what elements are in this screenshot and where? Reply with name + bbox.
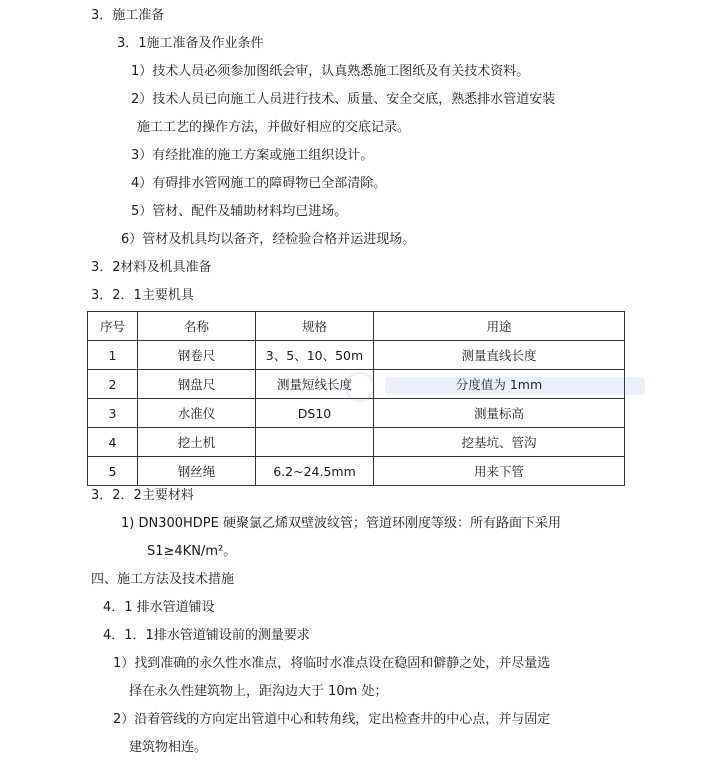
cell-index: 5 <box>88 457 138 486</box>
cell-index: 4 <box>88 428 138 457</box>
material-item-1: 1) DN300HDPE 硬聚氯乙烯双壁波纹管；管道环刚度等级：所有路面下采用 <box>121 516 561 531</box>
table-row <box>88 428 625 457</box>
cell-spec <box>256 428 374 457</box>
cell-usage: 挖基坑、管沟 <box>374 428 625 457</box>
survey-item-1-cont: 择在永久性建筑物上，距沟边大于 10m 处； <box>129 684 388 699</box>
header-usage: 用途 <box>374 312 625 341</box>
survey-item-2-cont: 建筑物相连。 <box>129 740 208 755</box>
table-header-row <box>88 312 625 341</box>
condition-item-2-cont: 施工工艺的操作方法，并做好相应的交底记录。 <box>137 120 411 135</box>
cell-index: 2 <box>88 370 138 399</box>
condition-item-1: 1）技术人员必须参加图纸会审，认真熟悉施工图纸及有关技术资料。 <box>131 64 530 79</box>
table-row <box>88 457 625 486</box>
cell-index: 1 <box>88 341 138 370</box>
cell-spec: 6.2~24.5mm <box>256 457 374 486</box>
cell-usage: 分度值为 1mm <box>374 370 625 399</box>
cell-name: 挖土机 <box>138 428 256 457</box>
table-row <box>88 341 625 370</box>
cell-spec: 3、5、10、50m <box>256 341 374 370</box>
cell-name: 钢卷尺 <box>138 341 256 370</box>
heading-4-1: 4．1 排水管道铺设 <box>103 600 215 615</box>
condition-item-3: 3）有经批准的施工方案或施工组织设计。 <box>131 148 374 163</box>
condition-item-5: 5）管材、配件及辅助材料均已进场。 <box>131 204 348 219</box>
condition-item-4: 4）有碍排水管网施工的障碍物已全部清除。 <box>131 176 387 191</box>
heading-3: 3．施工准备 <box>91 8 165 23</box>
heading-3-2-1: 3．2．1主要机具 <box>91 288 194 303</box>
heading-3-2: 3．2材料及机具准备 <box>91 260 212 275</box>
cell-spec: DS10 <box>256 399 374 428</box>
cell-index: 3 <box>88 399 138 428</box>
tools-table <box>87 311 625 486</box>
heading-3-1: 3．1施工准备及作业条件 <box>117 36 264 51</box>
table-row <box>88 370 625 399</box>
header-name: 名称 <box>138 312 256 341</box>
cell-usage: 用来下管 <box>374 457 625 486</box>
cell-name: 钢盘尺 <box>138 370 256 399</box>
condition-item-2: 2）技术人员已向施工人员进行技术、质量、安全交底，熟悉排水管道安装 <box>131 92 556 107</box>
heading-3-2-2: 3．2．2主要材料 <box>91 488 194 503</box>
cell-name: 水准仪 <box>138 399 256 428</box>
material-item-1-cont: S1≥4KN/m²。 <box>147 544 237 559</box>
cell-usage: 测量直线长度 <box>374 341 625 370</box>
table-row <box>88 399 625 428</box>
heading-4-1-1: 4．1．1排水管道铺设前的测量要求 <box>103 628 310 643</box>
cell-name: 钢丝绳 <box>138 457 256 486</box>
survey-item-1: 1）找到准确的永久性水准点，将临时水准点设在稳固和僻静之处，并尽量选 <box>113 656 551 671</box>
condition-item-6: 6）管材及机具均以备齐，经检验合格并运进现场。 <box>121 232 416 247</box>
header-index: 序号 <box>88 312 138 341</box>
header-spec: 规格 <box>256 312 374 341</box>
heading-4: 四、施工方法及技术措施 <box>91 572 235 587</box>
survey-item-2: 2）沿着管线的方向定出管道中心和转角线，定出检查井的中心点，并与固定 <box>113 712 551 727</box>
cell-usage: 测量标高 <box>374 399 625 428</box>
cell-spec: 测量短线长度 <box>256 370 374 399</box>
